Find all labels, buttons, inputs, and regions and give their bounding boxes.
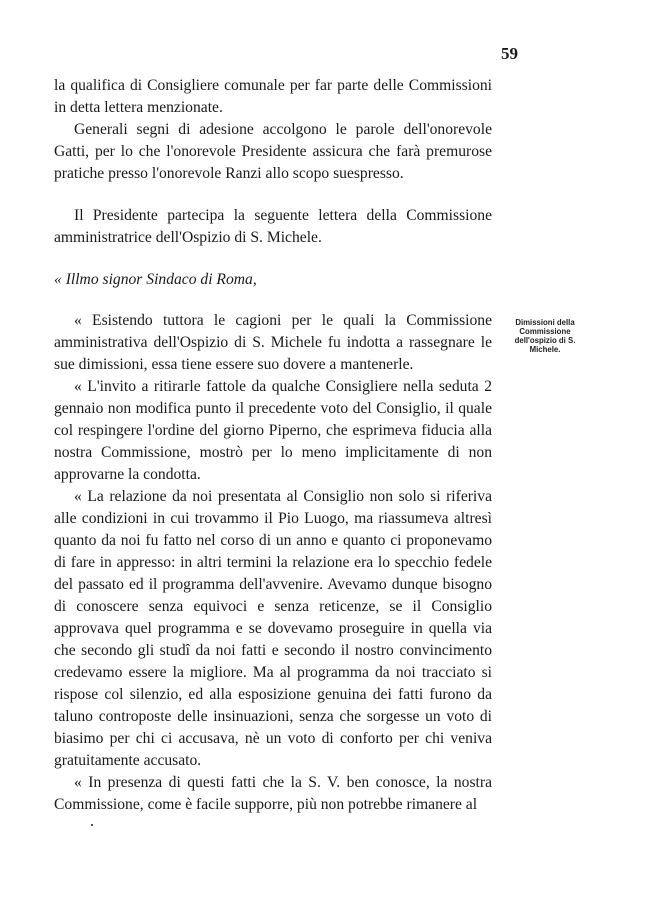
paragraph: Generali segni di adesione accolgono le parole dell'onorevole Gatti, per lo che l'onorevole Presidente assicura che farà premurose pratiche presso l'onorevole Ranzi allo scopo suespresso.	[54, 121, 492, 182]
paragraph: « L'invito a ritirarle fattole da qualche Consigliere nella seduta 2 gennaio non modifica punto il precedente voto del Consiglio, il quale col respingere l'ordine del giorno Piperno, che esprimeva fiducia alla nostra Commissione, mostrò per lo meno implicitamente di non approvarne la condotta.	[54, 378, 492, 483]
print-speck	[91, 824, 93, 826]
page-number: 59	[501, 44, 518, 63]
body-text	[54, 75, 492, 816]
margin-note: Dimissioni della Commissione dell'ospizio di S. Michele.	[514, 318, 576, 354]
paragraph: la qualifica di Consigliere comunale per far parte delle Commissioni in detta lettera menzionate.	[54, 77, 492, 116]
paragraph: « In presenza di questi fatti che la S. V. ben conosce, la nostra Commissione, come è facile supporre, più non potrebbe rimanere al	[54, 774, 492, 813]
letter-salutation: « Illmo signor Sindaco di Roma,	[54, 271, 257, 288]
paragraph: « La relazione da noi presentata al Consiglio non solo si riferiva alle condizioni in cui trovammo il Pio Luogo, ma riassumeva altresì quanto da noi fu fatto nel corso di un anno e quanto ci proponevamo di fare in appresso: in altri termini la relazione era lo specchio fedele del passato ed il programma dell'avvenire. Avevamo dunque bisogno di conoscere senza equivoci e senza reticenze, se il Consiglio approvava quel programma e se dovevamo proseguire in quella via che secondo gli studî da noi fatti e secondo il nostro convincimento credevamo essere la migliore. Ma al programma da noi tracciato si rispose col silenzio, ed alla esposizione genuina dei fatti furono da taluno controposte delle insinuazioni, senza che sorgesse un voto di biasimo per chi ci accusava, nè un voto di conforto per chi veniva gratuitamente accusato.	[54, 488, 492, 769]
paragraph: « Esistendo tuttora le cagioni per le quali la Commissione amministrativa dell'Ospizio di S. Michele fu indotta a rassegnare le sue dimissioni, essa tiene essere suo dovere a mantenerle.	[54, 312, 492, 373]
paragraph: Il Presidente partecipa la seguente lettera della Commissione amministratrice dell'Ospizio di S. Michele.	[54, 207, 492, 246]
